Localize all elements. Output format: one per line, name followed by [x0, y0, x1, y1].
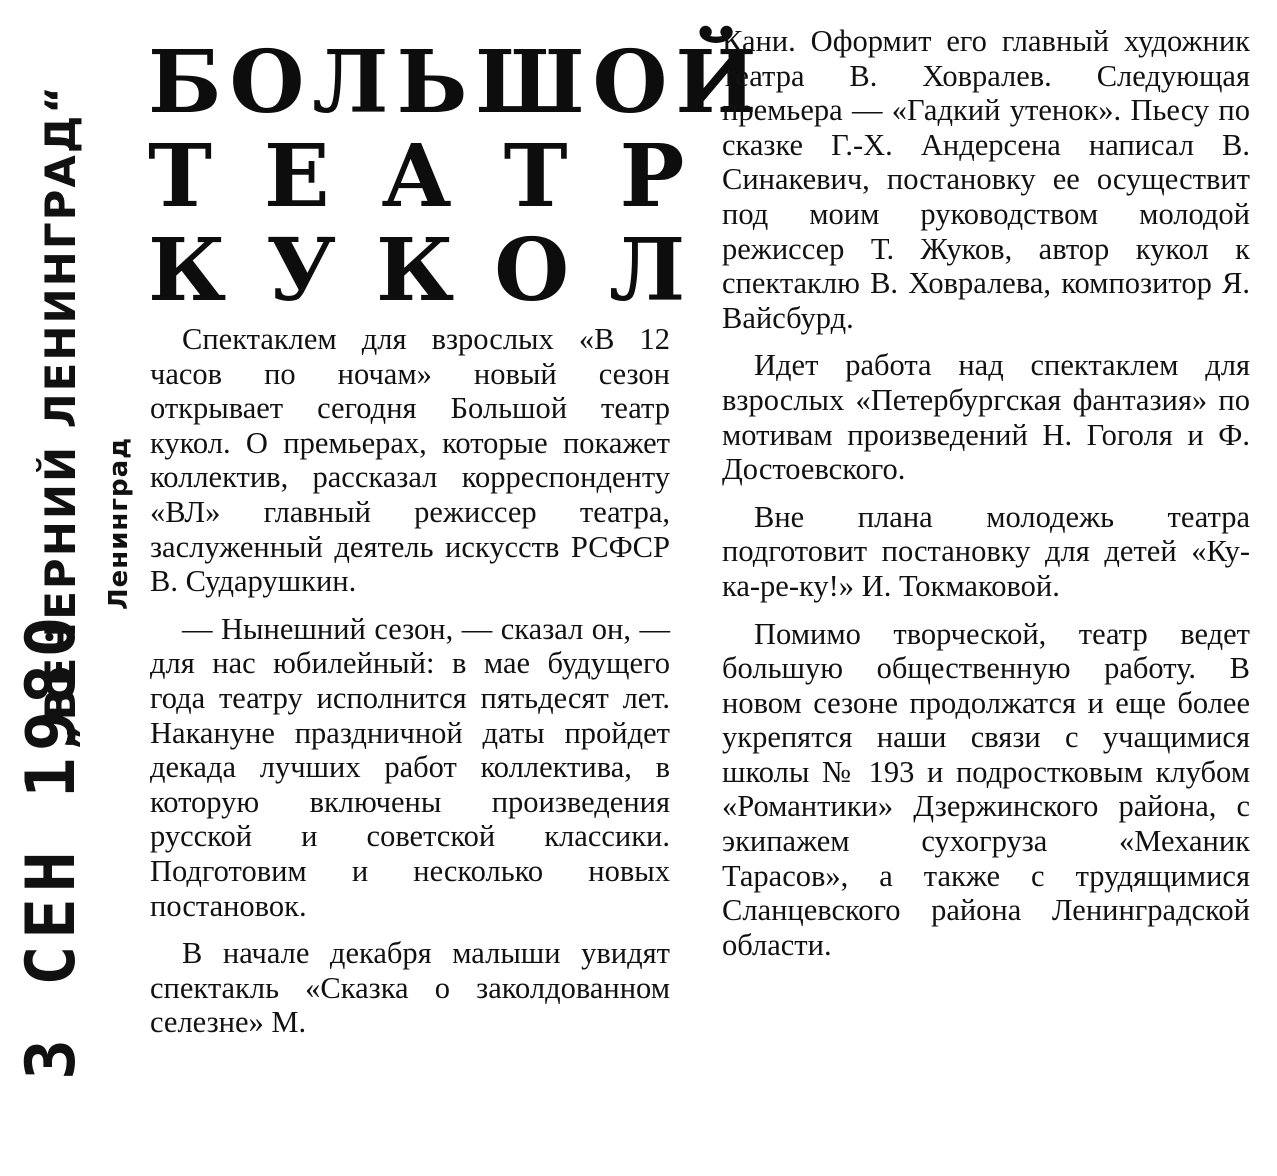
article-headline [148, 32, 765, 321]
article-left-column [150, 322, 670, 1053]
stamp-city: Ленинград [104, 436, 134, 610]
stamp-newspaper-name: „ВЕЧЕРНИЙ ЛЕНИНГРАД“ [36, 84, 85, 750]
headline-line-3: КУКОЛ [148, 220, 726, 321]
article-paragraph-continuation: Кани. Оформит его главный художник театра В. Ховралев. Следующая премьера — «Гадкий утенок». Пьесу по сказке Г.-Х. Андерсена написал В. Синакевич, постановку ее осуществит под моим руководством молодой режиссер Т. Жуков, автор кукол к спектаклю В. Ховралева, композитор Я. Вайсбурд. [722, 24, 1250, 335]
article-paragraph: — Нынешний сезон, — сказал он, — для нас юбилейный: в мае будущего года театру исполнится пятьдесят лет. Накануне праздничной даты пройдет декада лучших работ коллектива, в которую включены произведения русской и советской классики. Подготовим и несколько новых постановок. [150, 611, 670, 923]
archive-stamp [4, 84, 154, 1080]
article-paragraph: Спектаклем для взрослых «В 12 часов по ночам» новый сезон открывает сегодня Большой театр кукол. О премьерах, которые покажет коллектив, рассказал корреспонденту «ВЛ» главный режиссер театра, заслуженный деятель искусств РСФСР В. Сударушкин. [150, 322, 670, 599]
headline-line-2: ТЕАТР [148, 126, 737, 227]
article-paragraph: Помимо творческой, театр ведет большую общественную работу. В новом сезоне продолжатся и еще более укрепятся наши связи с учащимися школы № 193 и подростковым клубом «Романтики» Дзержинского района, с экипажем сухогруза «Механик Тарасов», а также с трудящимися Сланцевского района Ленинградской области. [722, 616, 1250, 962]
article-paragraph: В начале декабря малыши увидят спектакль «Сказка о заколдованном селезне» М. [150, 936, 670, 1040]
stamp-date: 3 СЕН 1980 [12, 610, 91, 1080]
article-paragraph: Вне плана молодежь театра подготовит постановку для детей «Ку-ка-ре-ку!» И. Токмаковой. [722, 499, 1250, 603]
article-paragraph: Идет работа над спектаклем для взрослых «Петербургская фантазия» по мотивам произведений Н. Гоголя и Ф. Достоевского. [722, 348, 1250, 487]
headline-line-1: БОЛЬШОЙ [148, 32, 765, 133]
article-right-column [722, 24, 1250, 975]
archive-stamp-rotated [4, 84, 154, 1080]
